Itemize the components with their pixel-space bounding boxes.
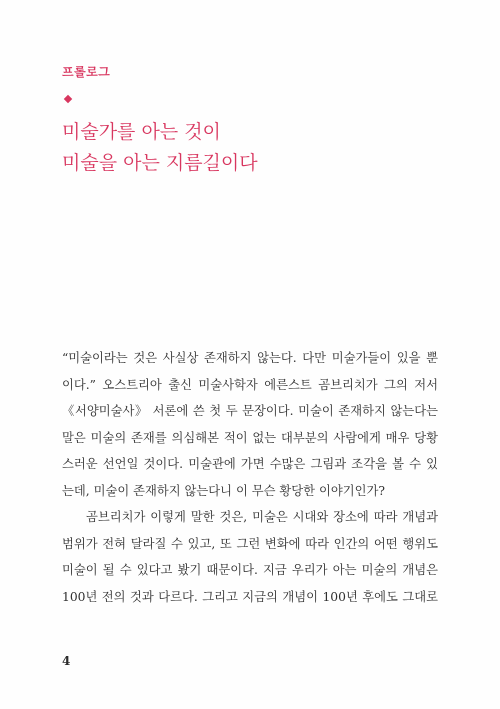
body-line: 《서양미술사》 서론에 쓴 첫 두 문장이다. 미술이 존재하지 않는다는 [62, 404, 438, 418]
body-line: 는데, 미술이 존재하지 않는다니 이 무슨 황당한 이야기인가? [62, 483, 385, 498]
body-line: 미술이 될 수 있다고 봤기 때문이다. 지금 우리가 아는 미술의 개념은 [62, 563, 438, 577]
body-line: 스러운 선언일 것이다. 미술관에 가면 수많은 그림과 조각을 볼 수 있 [62, 457, 438, 471]
body-line: 100년 전의 것과 다르다. 그리고 지금의 개념이 100년 후에도 그대로 [62, 589, 438, 604]
chapter-title [62, 117, 258, 179]
body-line: 범위가 전혀 달라질 수 있고, 또 그런 변화에 따라 인간의 어떤 행위도 [62, 536, 438, 551]
body-line: “미술이라는 것은 사실상 존재하지 않는다. 다만 미술가들이 있을 뿐 [62, 351, 438, 365]
title-line: 미술을 아는 지름길이다 [62, 152, 258, 174]
title-line: 미술가를 아는 것이 [62, 121, 221, 143]
page-number: 4 [62, 654, 71, 668]
section-label: 프롤로그 [62, 65, 111, 79]
body-line: 이다.” 오스트리아 출신 미술사학자 에른스트 곰브리치가 그의 저서 [62, 377, 438, 392]
body-line: 곰브리치가 이렇게 말한 것은, 미술은 시대와 장소에 따라 개념과 [86, 510, 438, 524]
body-line: 말은 미술의 존재를 의심해본 적이 없는 대부분의 사람에게 매우 당황 [62, 430, 438, 445]
diamond-ornament-icon [64, 95, 72, 103]
body-text [62, 345, 438, 610]
